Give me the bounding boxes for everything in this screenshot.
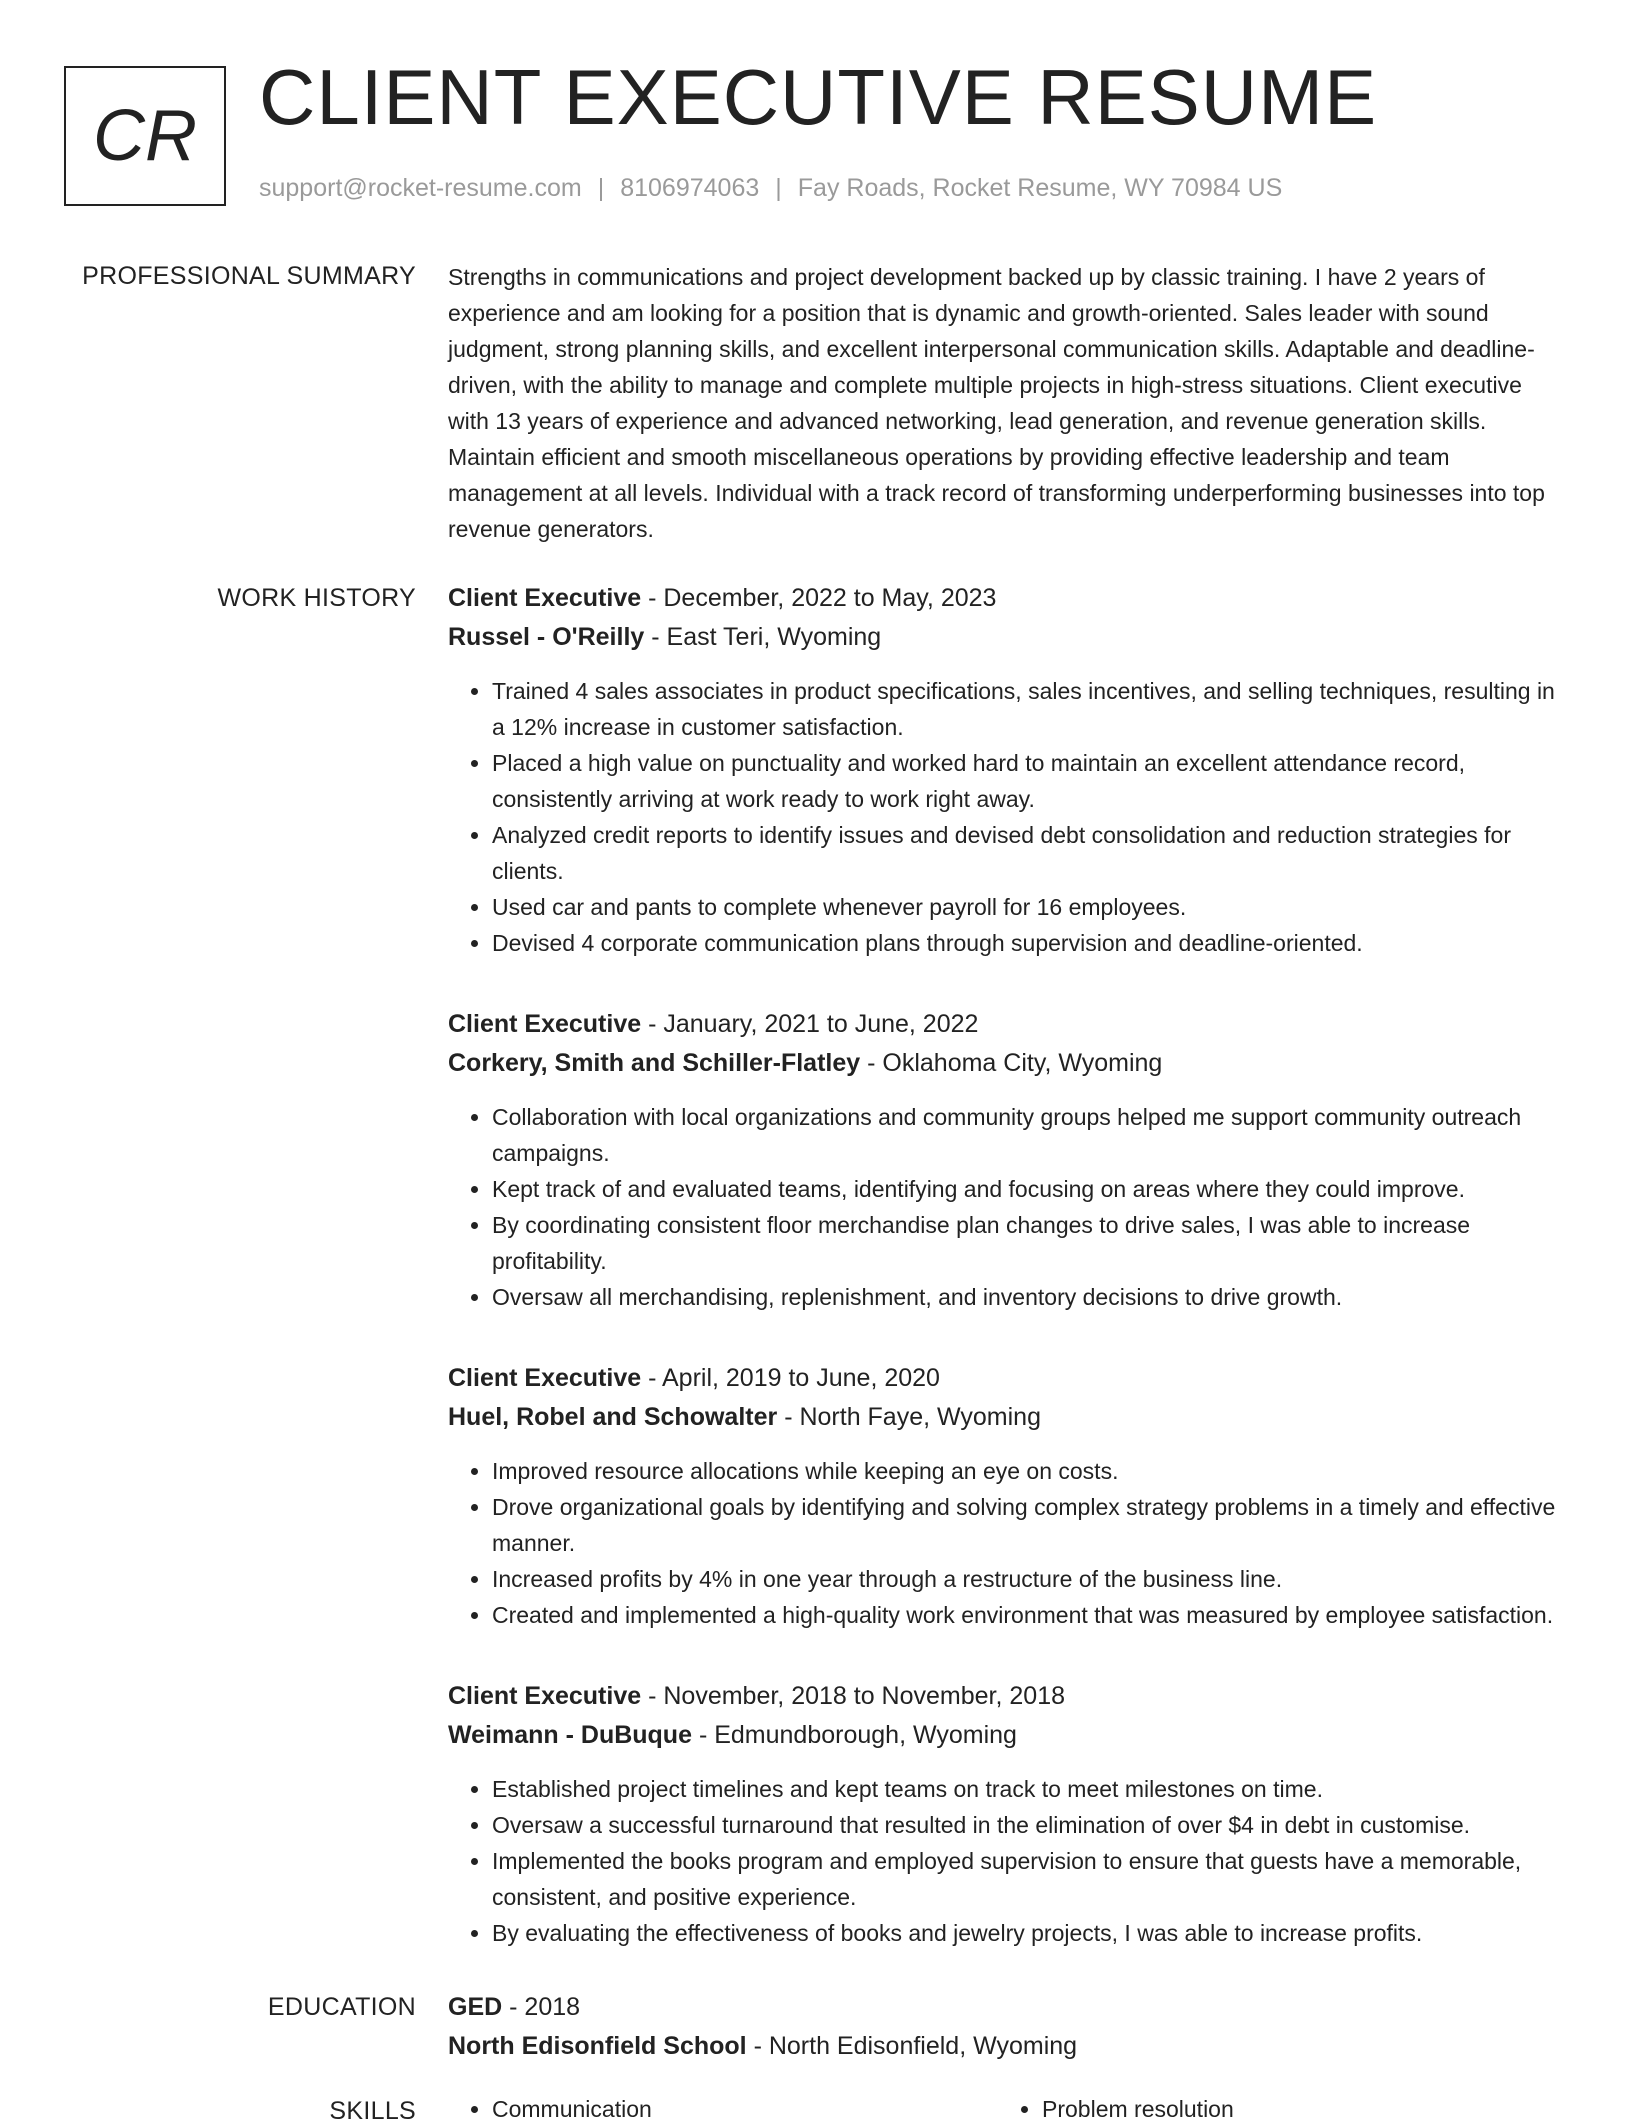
job-bullet: • By evaluating the effectiveness of books and jewelry projects, I was able to increase profits. (492, 1915, 1568, 1951)
education-year: - 2018 (509, 1993, 581, 2021)
job-bullet: • Used car and pants to complete whenever payroll for 16 employees. (492, 889, 1568, 925)
job-title: Client Executive (448, 584, 642, 612)
contact-phone: 8106974063 (620, 174, 760, 202)
job-location: - Oklahoma City, Wyoming (867, 1049, 1163, 1077)
job-bullet: • Established project timelines and kept teams on track to meet milestones on time. (492, 1771, 1568, 1807)
job-entry (448, 1005, 1568, 1315)
job-bullet: • Kept track of and evaluated teams, identifying and focusing on areas where they could improve. (492, 1171, 1568, 1207)
job-location: - East Teri, Wyoming (651, 623, 882, 651)
skills-heading: SKILLS (329, 2097, 416, 2125)
job-company: Huel, Robel and Schowalter (448, 1403, 778, 1431)
education-school-line (448, 2027, 1568, 2066)
job-bullet: • Drove organizational goals by identifying and solving complex strategy problems in a timely and effective manner. (492, 1489, 1568, 1561)
job-dates: - January, 2021 to June, 2022 (648, 1010, 979, 1038)
job-company: Russel - O'Reilly (448, 623, 645, 651)
job-bullet: • Implemented the books program and employed supervision to ensure that guests have a memorable, consistent, and positive experience. (492, 1843, 1568, 1915)
contact-separator: | (597, 174, 605, 202)
education-section (448, 1988, 1568, 2066)
job-entry (448, 1359, 1568, 1633)
job-bullet: • Created and implemented a high-quality work environment that was measured by employee satisfaction. (492, 1597, 1568, 1633)
education-heading: EDUCATION (267, 1993, 416, 2021)
job-bullet: • Collaboration with local organizations and community groups helped me support community outreach campaigns. (492, 1099, 1568, 1171)
job-company-line (448, 1716, 1568, 1755)
job-bullet: • Trained 4 sales associates in product specifications, sales incentives, and selling techniques, resulting in a 12% increase in customer satisfaction. (492, 673, 1568, 745)
contact-line (259, 174, 1282, 203)
job-entry (448, 579, 1568, 961)
contact-separator: | (775, 174, 782, 202)
job-bullet: • Increased profits by 4% in one year through a restructure of the business line. (492, 1561, 1568, 1597)
education-degree-line (448, 1988, 1568, 2027)
skill-item: • Problem resolution (1042, 2096, 1548, 2123)
job-title: Client Executive (448, 1010, 642, 1038)
job-dates: - December, 2022 to May, 2023 (648, 584, 997, 612)
education-location: - North Edisonfield, Wyoming (753, 2032, 1078, 2060)
job-dates: - November, 2018 to November, 2018 (648, 1682, 1066, 1710)
job-company-line (448, 618, 1568, 657)
education-degree: GED (448, 1993, 503, 2021)
job-company: Corkery, Smith and Schiller-Flatley (448, 1049, 861, 1077)
job-title: Client Executive (448, 1682, 642, 1710)
contact-email: support@rocket-resume.com (259, 174, 582, 202)
contact-address: Fay Roads, Rocket Resume, WY 70984 US (797, 174, 1283, 202)
job-bullets (448, 1771, 1568, 1951)
job-title-line (448, 579, 1568, 618)
job-entry (448, 1677, 1568, 1951)
job-bullet: • By coordinating consistent floor merchandise plan changes to drive sales, I was able to increase profitability. (492, 1207, 1568, 1279)
job-company-line (448, 1398, 1568, 1437)
summary-section (448, 259, 1568, 547)
job-company: Weimann - DuBuque (448, 1721, 692, 1749)
job-bullet: • Improved resource allocations while keeping an eye on costs. (492, 1453, 1568, 1489)
job-bullet: • Devised 4 corporate communication plans through supervision and deadline-oriented. (492, 925, 1568, 961)
job-title-line (448, 1677, 1568, 1716)
job-bullet: • Oversaw a successful turnaround that resulted in the elimination of over $4 in debt in customise. (492, 1807, 1568, 1843)
job-location: - North Faye, Wyoming (784, 1403, 1041, 1431)
skill-item: • Communication (492, 2096, 998, 2123)
job-bullet: • Oversaw all merchandising, replenishment, and inventory decisions to drive growth. (492, 1279, 1568, 1315)
work-history-heading: WORK HISTORY (217, 584, 416, 612)
summary-text: Strengths in communications and project development backed up by classic training. I have 2 years of experience and am looking for a position that is dynamic and growth-oriented. Sales leader with sound judgment, strong planning skills, and excellent interpersonal communication skills. Adaptable and deadline-driven, with the ability to manage and complete multiple projects in high-stress situations. Client executive with 13 years of experience and advanced networking, lead generation, and revenue generation skills. Maintain efficient and smooth miscellaneous operations by providing effective leadership and team management at all levels. Individual with a track record of transforming underperforming businesses into top revenue generators. (448, 264, 1545, 542)
job-company-line (448, 1044, 1568, 1083)
job-title: Client Executive (448, 1364, 642, 1392)
job-bullet: • Placed a high value on punctuality and worked hard to maintain an excellent attendance record, consistently arriving at work ready to work right away. (492, 745, 1568, 817)
job-dates: - April, 2019 to June, 2020 (648, 1364, 940, 1392)
education-school: North Edisonfield School (448, 2032, 747, 2060)
job-bullet: • Analyzed credit reports to identify issues and devised debt consolidation and reduction strategies for clients. (492, 817, 1568, 889)
work-history-section (448, 579, 1568, 1995)
job-location: - Edmundborough, Wyoming (698, 1721, 1017, 1749)
job-bullets (448, 673, 1568, 961)
monogram-logo: CR (64, 66, 226, 206)
job-bullets (448, 1099, 1568, 1315)
job-title-line (448, 1005, 1568, 1044)
resume-title: CLIENT EXECUTIVE RESUME (259, 53, 1378, 141)
job-bullets (448, 1453, 1568, 1633)
job-title-line (448, 1359, 1568, 1398)
summary-heading: PROFESSIONAL SUMMARY (82, 262, 416, 290)
skills-section (448, 2096, 1568, 2123)
